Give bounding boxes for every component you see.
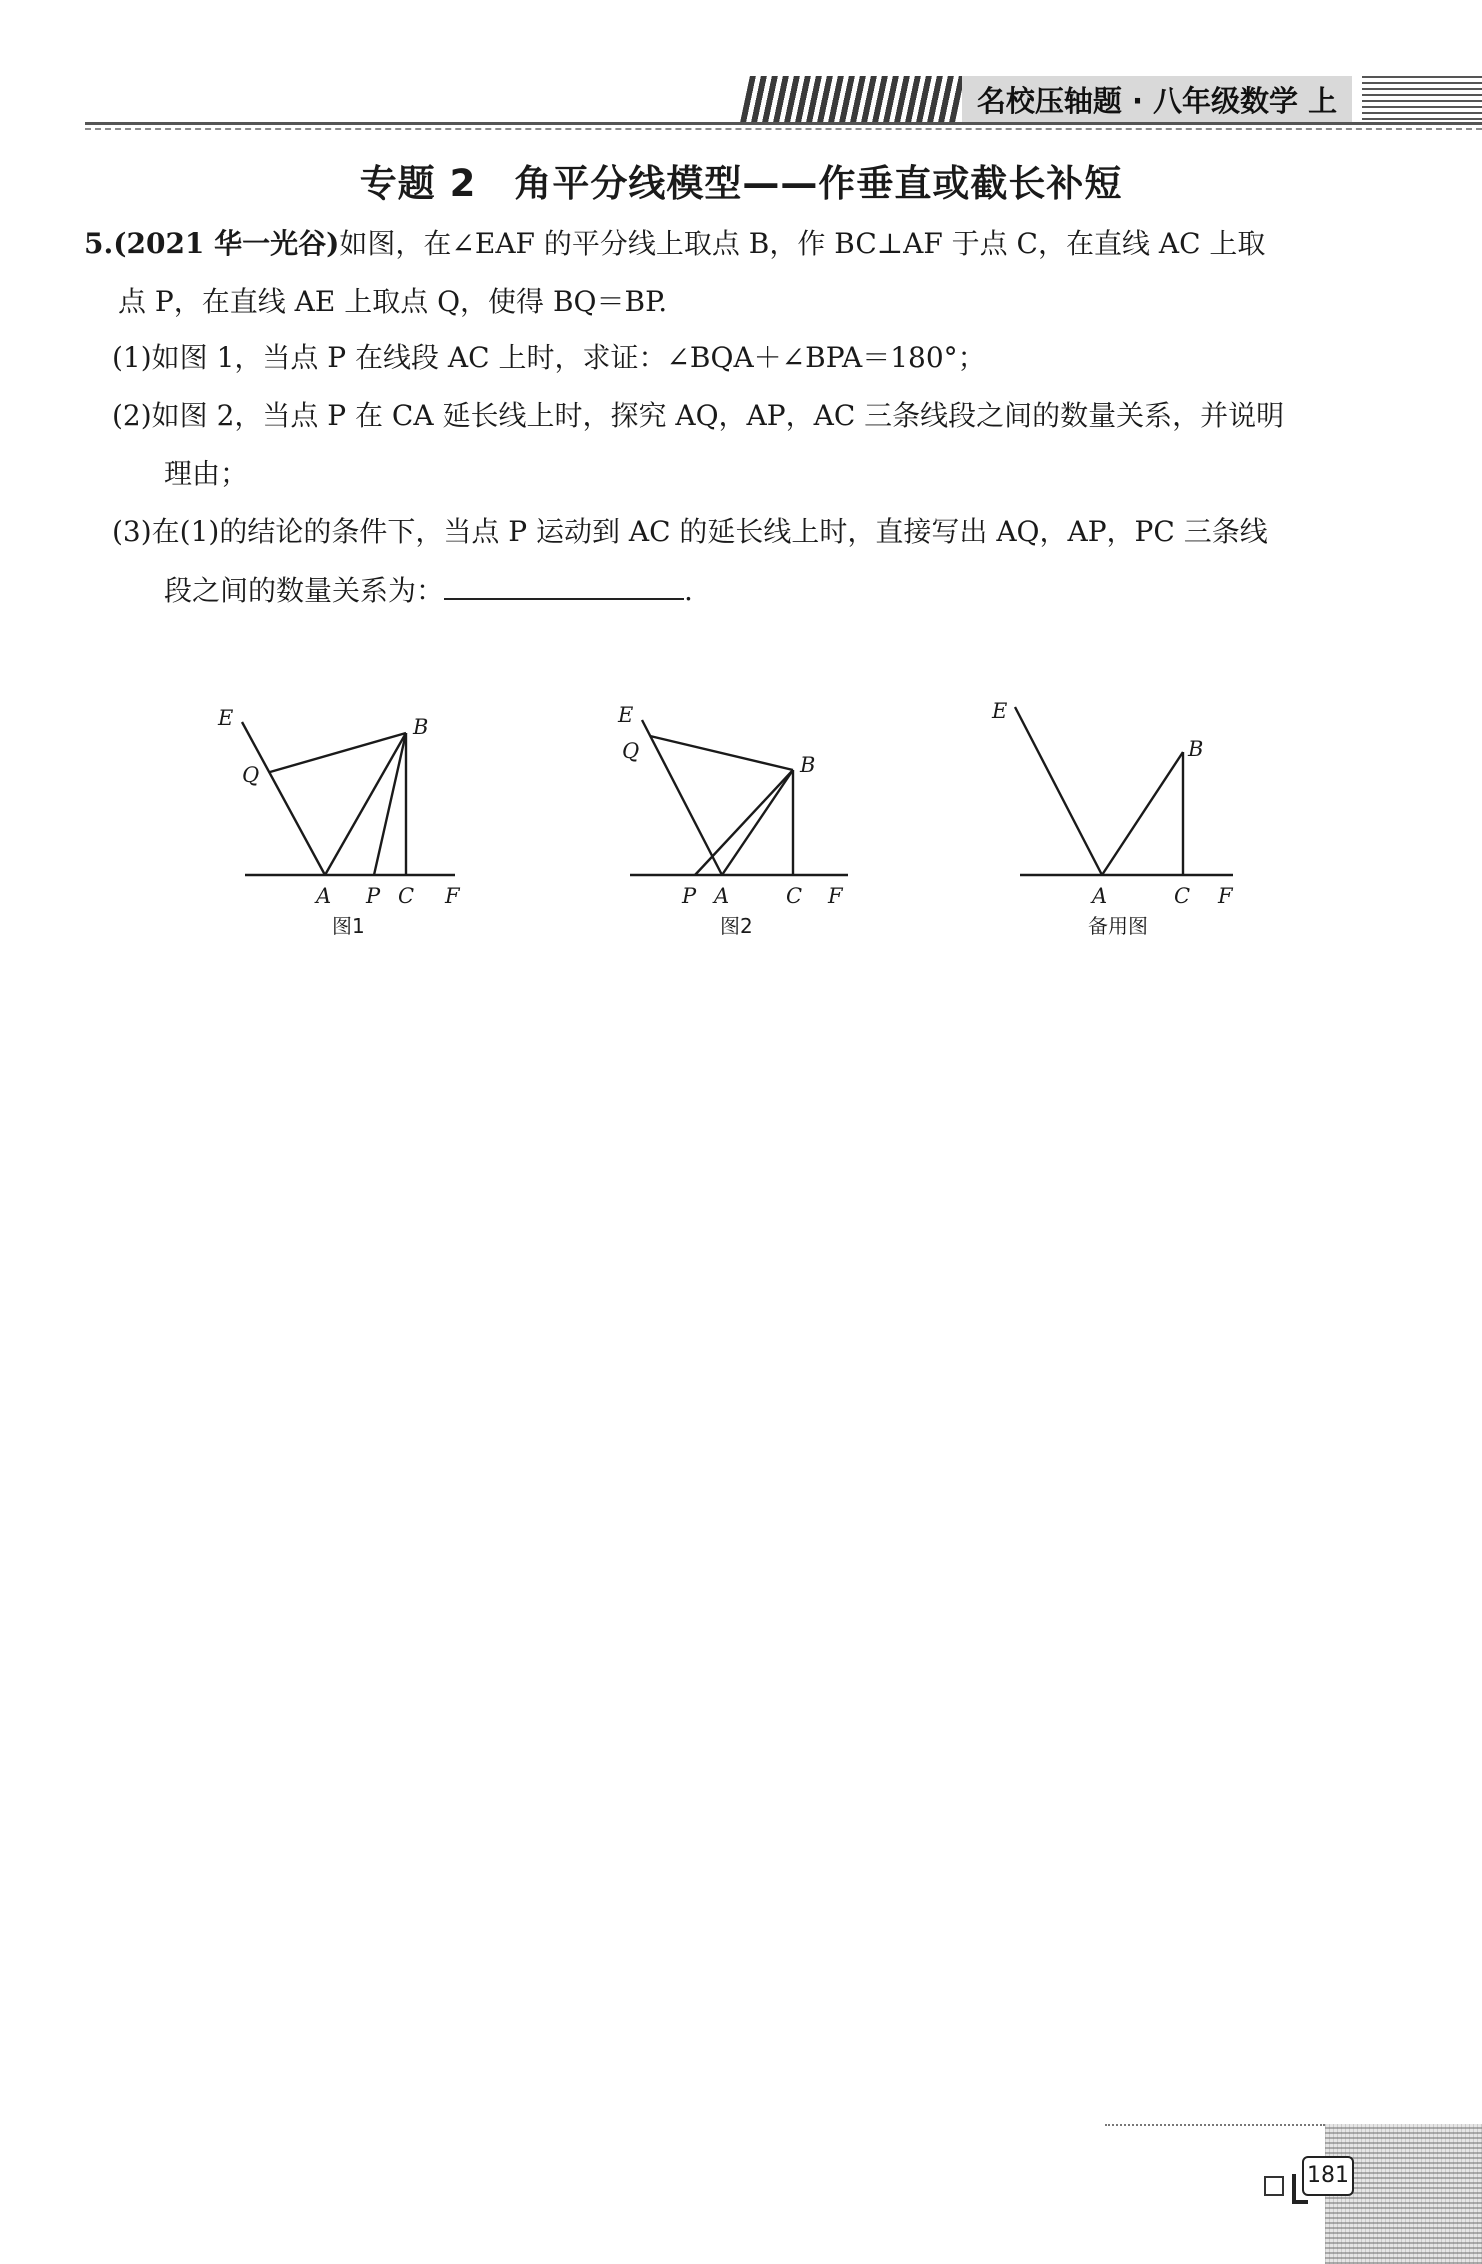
fig3-label-b: B [1188,737,1204,761]
header-title: 名校压轴题 · 八年级数学 上 [962,76,1352,122]
figure-1 [210,700,480,950]
fig2-label-f: F [828,884,843,908]
fig2-segment-pb [695,770,793,875]
fig3-label-a: A [1092,884,1108,908]
header-stripes-decoration [740,76,965,122]
page-number: 181 [1302,2156,1354,2196]
problem-statement-2: 点 P，在直线 AE 上取点 Q，使得 BQ＝BP. [118,285,668,318]
fig2-label-e: E [618,703,634,727]
answer-blank [444,572,684,600]
problem-statement-1: 如图，在∠EAF 的平分线上取点 B，作 BC⊥AF 于点 C，在直线 AC 上取 [339,227,1266,260]
figure-spare [990,700,1260,950]
fig3-label-c: C [1174,884,1191,908]
fig1-label-f: F [445,884,460,908]
fig2-label-q: Q [622,739,640,763]
question-3-line-2 [164,572,693,609]
fig1-label-b: B [413,715,429,739]
fig2-segment-qb [650,736,793,770]
fig2-label-b: B [800,753,816,777]
question-3-prefix: 段之间的数量关系为： [164,574,445,607]
fig1-label-c: C [398,884,415,908]
fig1-label-q: Q [242,763,260,787]
fig3-label-f: F [1218,884,1233,908]
fig1-line-ae [242,722,325,875]
question-1: (1)如图 1，当点 P 在线段 AC 上时，求证：∠BQA＋∠BPA＝180°； [112,341,986,374]
figure-2 [610,700,880,950]
fig1-label-e: E [218,706,234,730]
fig1-label-p: P [366,884,381,908]
footer-dotted-rule [1105,2124,1325,2126]
fig1-segment-pb [374,733,406,875]
fig2-label-c: C [786,884,803,908]
header-rule [85,122,1482,125]
fig2-label-a: A [714,884,730,908]
fig1-segment-ab [325,733,406,875]
fig1-caption: 图1 [332,914,365,938]
header-lines-decoration [1362,76,1482,122]
fig3-line-ae [1015,707,1102,875]
fig1-segment-qb [270,733,406,772]
fig2-segment-ab [722,770,793,875]
problem-source: (2021 华一光谷) [113,227,340,260]
fig3-segment-ab [1102,752,1183,875]
fig3-label-e: E [992,700,1008,723]
fig1-label-a: A [316,884,332,908]
question-3-line-1: (3)在(1)的结论的条件下，当点 P 运动到 AC 的延长线上时，直接写出 AQ，AP，PC 三条线 [112,515,1268,548]
question-3-suffix: . [684,574,693,607]
problem-line-1 [84,226,1265,262]
question-2-line-2: 理由； [164,457,249,490]
fig2-label-p: P [682,884,697,908]
header-dashed-rule [85,128,1482,130]
problem-number: 5. [84,227,114,260]
footer-square-icon [1264,2176,1284,2196]
section-title: 专题 2 角平分线模型——作垂直或截长补短 [359,162,1123,205]
question-2-line-1: (2)如图 2，当点 P 在 CA 延长线上时，探究 AQ，AP，AC 三条线段之间的数量关系，并说明 [112,399,1285,432]
fig3-caption: 备用图 [1088,914,1148,938]
fig2-caption: 图2 [720,914,753,938]
